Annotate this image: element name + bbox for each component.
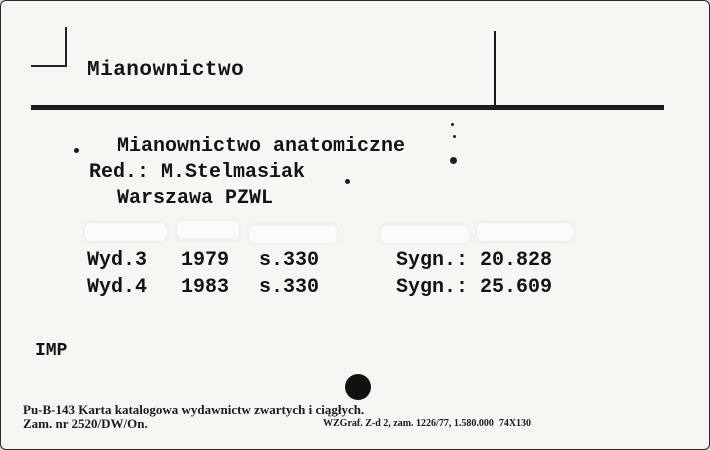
edition-label: Wyd.4: [87, 276, 148, 299]
edition-pages: s.330: [259, 276, 320, 299]
header-title: Mianownictwo: [87, 59, 245, 82]
punch-hole: [345, 374, 371, 400]
erased-area: [177, 221, 239, 239]
erased-area: [249, 225, 337, 243]
ink-speck: [345, 179, 350, 184]
title-line: Mianownictwo anatomiczne: [117, 135, 406, 158]
erased-area: [381, 225, 469, 243]
imp-label: IMP: [35, 341, 68, 361]
header-rule: [31, 105, 664, 110]
header-divider-vertical: [494, 31, 496, 107]
footer-line-2-right: WZGraf. Z-d 2, zam. 1226/77, 1.580.000 74X130: [323, 418, 532, 429]
ink-speck: [451, 123, 454, 126]
editor-line: Red.: M.Stelmasiak: [89, 161, 306, 184]
edition-signature: Sygn.: 25.609: [396, 276, 553, 299]
publisher-line: Warszawa PZWL: [117, 187, 274, 210]
ink-speck: [450, 157, 457, 164]
edition-year: 1983: [181, 276, 230, 299]
ink-speck: [453, 135, 456, 138]
bullet-dot: [74, 148, 79, 153]
footer-line-2-left: Zam. nr 2520/DW/On.: [23, 416, 148, 431]
edition-year: 1979: [181, 249, 230, 272]
erased-area: [477, 223, 573, 241]
corner-mark: [31, 27, 67, 67]
edition-signature: Sygn.: 20.828: [396, 249, 553, 272]
edition-pages: s.330: [259, 249, 320, 272]
erased-area: [85, 223, 167, 241]
footer-line-1: Pu-B-143 Karta katalogowa wydawnictw zwartych i ciągłych.: [23, 402, 365, 417]
edition-label: Wyd.3: [87, 249, 148, 272]
